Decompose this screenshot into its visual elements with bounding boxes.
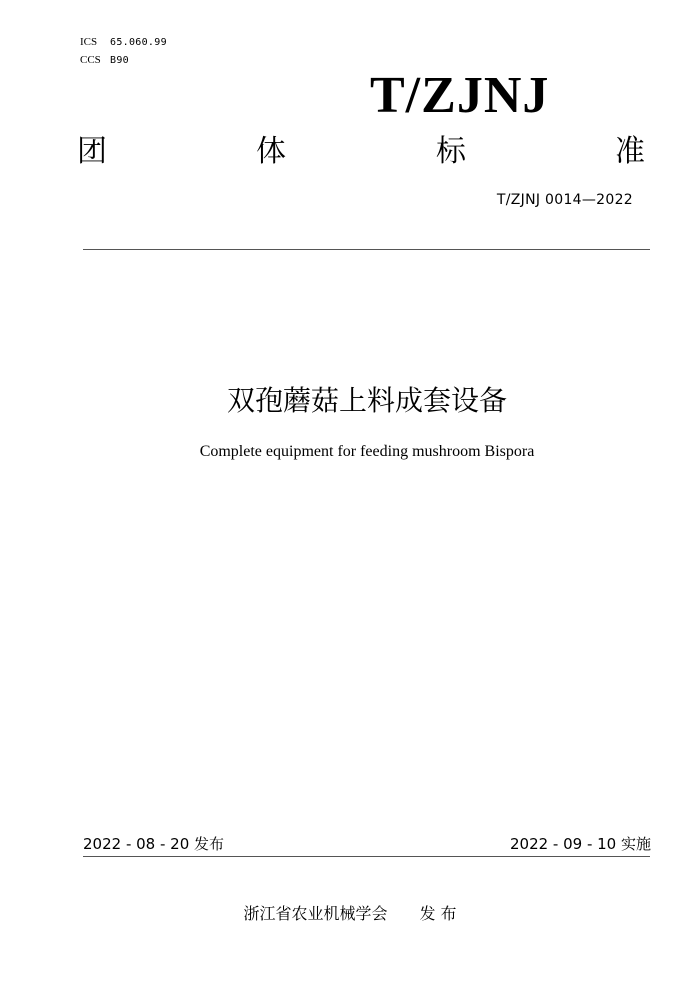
standard-type-char-2: 体: [256, 134, 286, 169]
publisher-name: 浙江省农业机械学会: [243, 904, 388, 923]
ccs-code: [80, 53, 129, 68]
ccs-value: B90: [110, 55, 129, 66]
footer-divider: [83, 856, 650, 857]
publisher-line: [0, 904, 700, 924]
title-english: Complete equipment for feeding mushroom Bispora: [199, 443, 535, 460]
issue-date: 2022 - 08 - 20 发布: [83, 835, 225, 853]
ics-value: 65.060.99: [110, 37, 167, 48]
ccs-label: CCS: [80, 54, 101, 66]
standard-type-char-1: 团: [77, 134, 107, 169]
title-chinese: 双孢蘑菇上料成套设备: [226, 384, 507, 417]
implement-date: 2022 - 09 - 10 实施: [509, 835, 651, 853]
standard-number: T/ZJNJ 0014—2022: [496, 192, 633, 208]
ics-code: [80, 35, 167, 50]
publisher-action: 发 布: [419, 904, 457, 923]
standard-brand: T/ZJNJ: [370, 67, 550, 124]
standard-type-char-4: 准: [615, 134, 645, 169]
ics-label: ICS: [80, 36, 98, 48]
header-divider: [83, 249, 650, 250]
standard-type-char-3: 标: [436, 134, 466, 169]
